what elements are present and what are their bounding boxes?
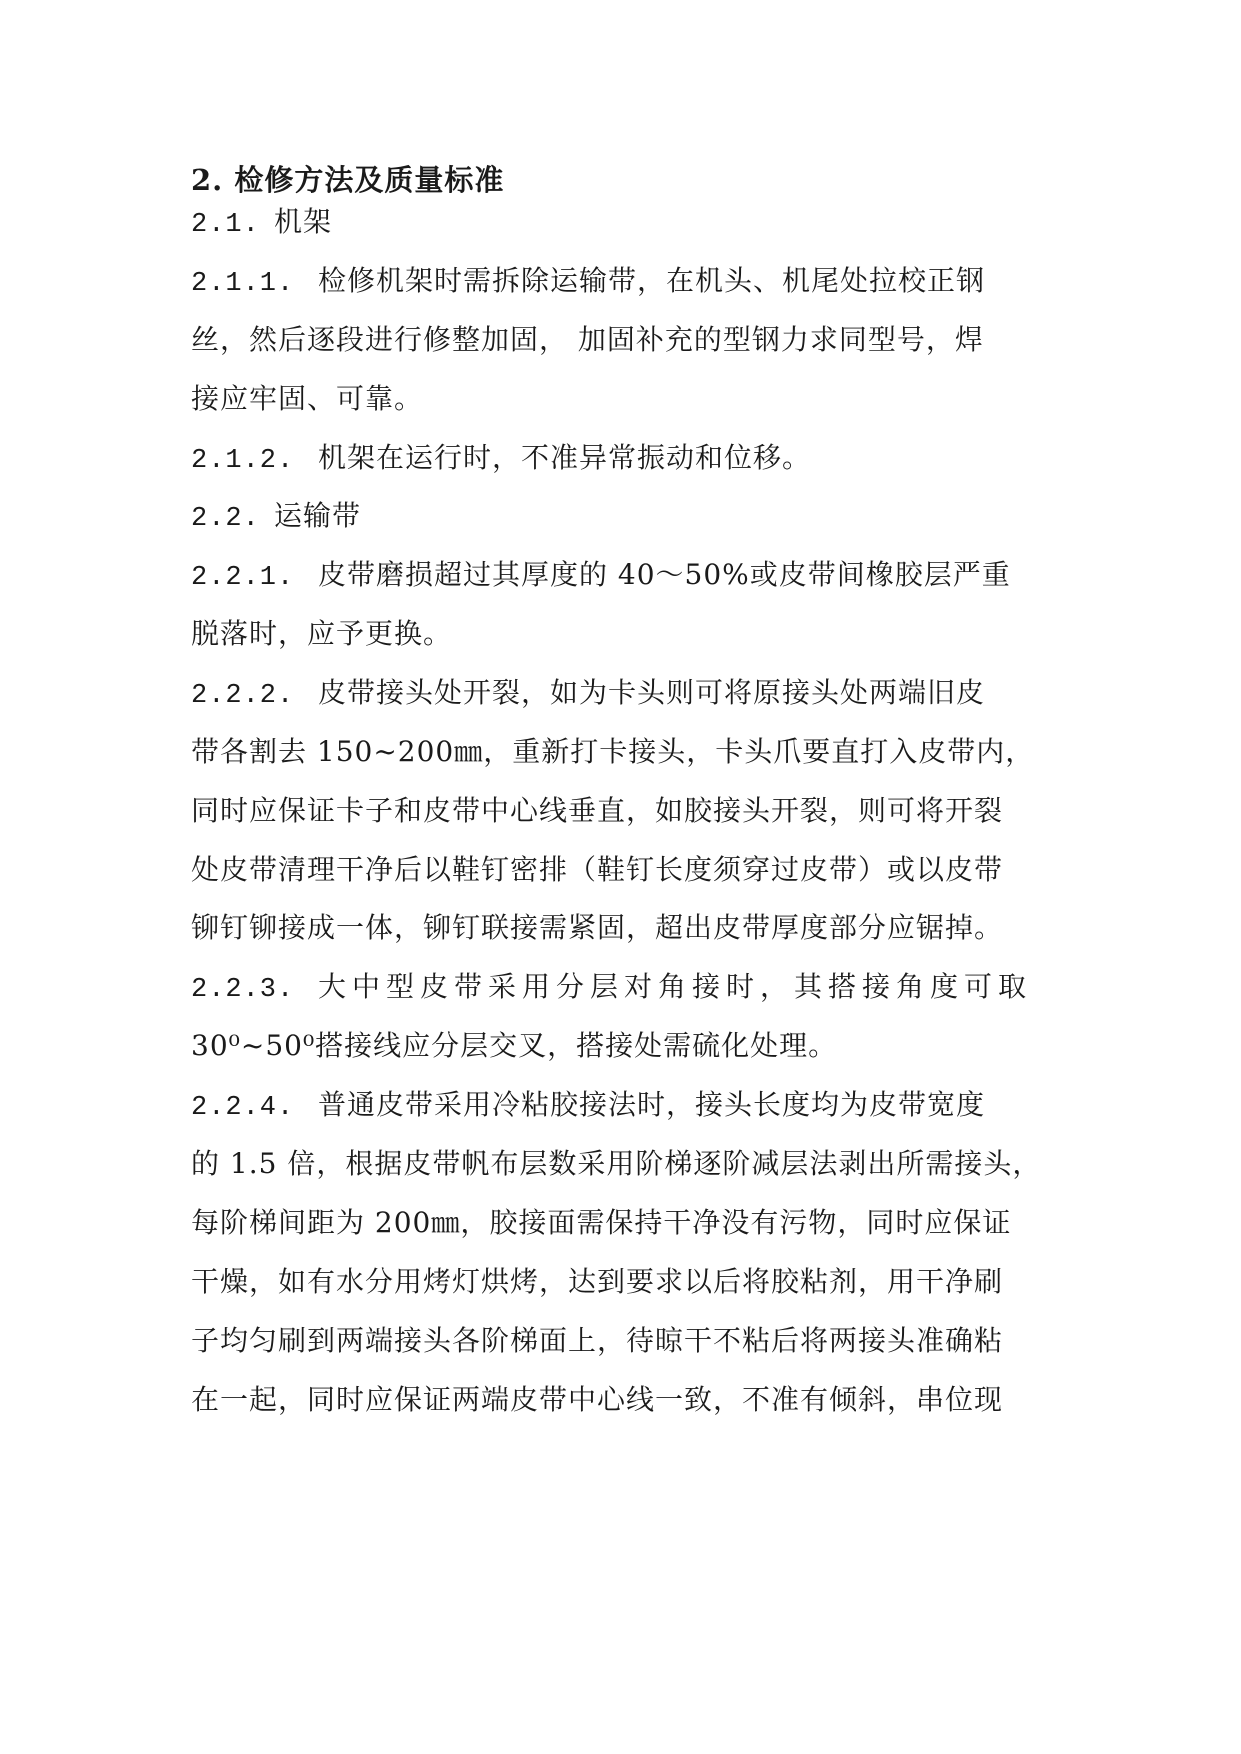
section-heading: 2. 检修方法及质量标准	[191, 163, 505, 197]
item-number: 2.1.1.	[191, 269, 295, 299]
item-number: 2.2.3.	[191, 975, 295, 1005]
item-2-2-4-line-1: 2.2.4. 普通皮带采用冷粘胶接法时，接头长度均为皮带宽度	[191, 1088, 986, 1123]
subsection-title: 运输带	[274, 499, 362, 532]
item-2-2-2-line-2: 带各割去 150~200㎜，重新打卡接头，卡头爪要直打入皮带内，	[191, 735, 1035, 768]
item-2-2-2-line-3: 同时应保证卡子和皮带中心线垂直，如胶接头开裂，则可将开裂	[191, 794, 1004, 827]
item-2-2-3-line-2: 30⁰~50⁰搭接线应分层交叉，搭接处需硫化处理。	[191, 1029, 838, 1062]
subsection-title: 机架	[274, 205, 333, 238]
subsection-2-2	[191, 499, 362, 534]
item-2-2-3-line-1: 2.2.3. 大中型皮带采用分层对角接时，其搭接角度可取	[191, 970, 1033, 1005]
item-2-2-4-line-2: 的 1.5 倍，根据皮带帆布层数采用阶梯逐阶减层法剥出所需接头，	[191, 1147, 1042, 1180]
item-2-1-1-line-1: 2.1.1. 检修机架时需拆除运输带，在机头、机尾处拉校正钢	[191, 264, 986, 299]
item-number: 2.2.4.	[191, 1093, 295, 1123]
item-2-2-1-line-1: 2.2.1. 皮带磨损超过其厚度的 40～50%或皮带间橡胶层严重	[191, 558, 1011, 593]
item-number: 2.2.1.	[191, 563, 295, 593]
subsection-number: 2.1.	[191, 210, 260, 240]
subsection-number: 2.2.	[191, 504, 260, 534]
subsection-2-1	[191, 205, 333, 240]
item-number: 2.1.2.	[191, 446, 295, 476]
item-number: 2.2.2.	[191, 681, 295, 711]
item-2-2-2-line-1: 2.2.2. 皮带接头处开裂，如为卡头则可将原接头处两端旧皮	[191, 676, 986, 711]
item-2-2-2-line-5: 铆钉铆接成一体，铆钉联接需紧固，超出皮带厚度部分应锯掉。	[191, 911, 1004, 944]
item-2-1-1-line-2: 丝，然后逐段进行修整加固， 加固补充的型钢力求同型号，焊	[191, 323, 984, 356]
item-2-1-1-line-3: 接应牢固、可靠。	[191, 382, 424, 415]
item-2-2-1-line-2: 脱落时，应予更换。	[191, 617, 453, 650]
item-2-2-4-line-3: 每阶梯间距为 200㎜，胶接面需保持干净没有污物，同时应保证	[191, 1206, 1012, 1239]
item-2-1-2-line-1: 2.1.2. 机架在运行时，不准异常振动和位移。	[191, 441, 812, 476]
item-2-2-4-line-5: 子均匀刷到两端接头各阶梯面上，待晾干不粘后将两接头准确粘	[191, 1324, 1004, 1357]
item-2-2-4-line-4: 干燥，如有水分用烤灯烘烤，达到要求以后将胶粘剂，用干净刷	[191, 1265, 1004, 1298]
item-2-2-4-line-6: 在一起，同时应保证两端皮带中心线一致，不准有倾斜，串位现	[191, 1383, 1004, 1416]
item-2-2-2-line-4: 处皮带清理干净后以鞋钉密排（鞋钉长度须穿过皮带）或以皮带	[191, 853, 1004, 886]
